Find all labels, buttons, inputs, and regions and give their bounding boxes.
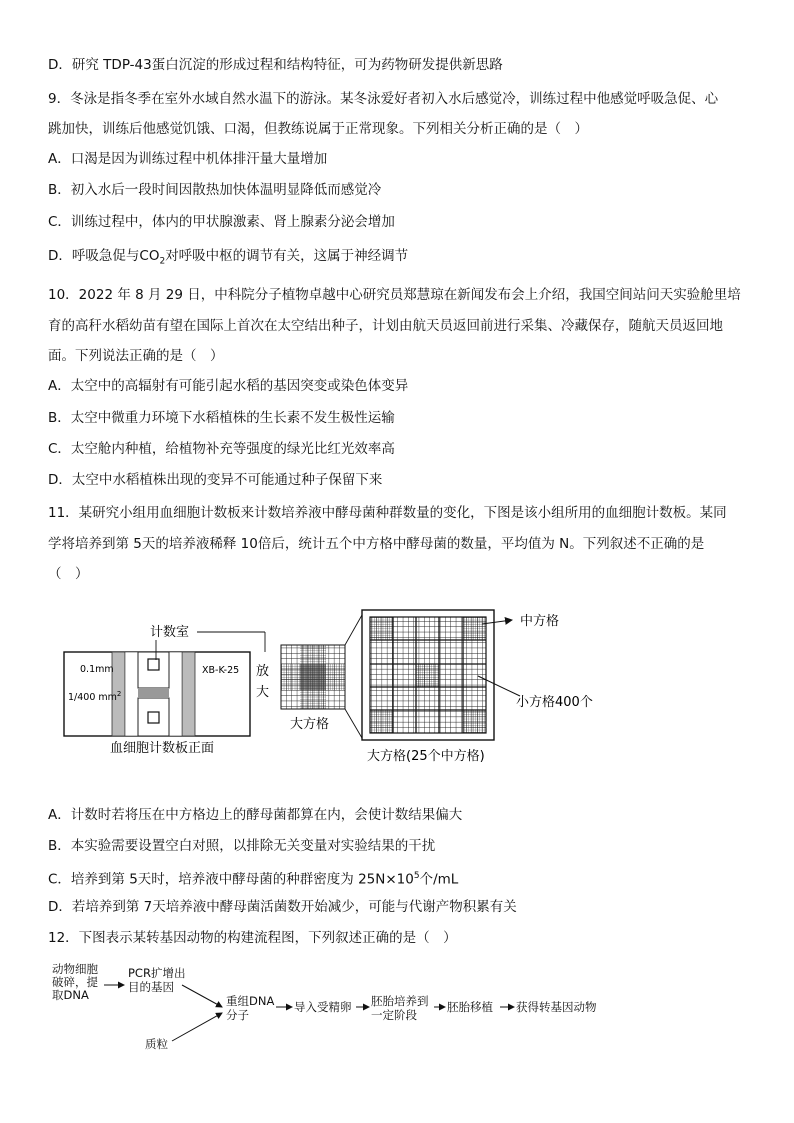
q11-stem-line2: 学将培养到第 5天的培养液稀释 10倍后，统计五个中方格中酵母菌的数量，平均值为 N。下列叙述不正确的是 <box>48 536 705 552</box>
q11-option-a: A．计数时若将压在中方格边上的酵母菌都算在内，会使计数结果偏大 <box>48 807 463 823</box>
step-result: 获得转基因动物 <box>516 1000 597 1014</box>
q9-option-d: D．呼吸急促与$CO_2$对呼吸中枢的调节有关，这属于神经调节 <box>48 248 409 267</box>
chamber-label: 计数室 <box>150 625 190 640</box>
step-inject: 导入受精卵 <box>294 1000 352 1014</box>
q10-option-a: A．太空中的高辐射有可能引起水稻的基因突变或染色体变异 <box>48 378 409 394</box>
small-square-label: 小方格400个 <box>516 695 593 710</box>
step-culture-line1: 胚胎培养到 <box>371 994 429 1008</box>
step-cell-line1: 动物细胞 <box>52 962 98 976</box>
large-square-thumbnail <box>281 645 345 709</box>
q9-option-b: B．初入水后一段时间因散热加快体温明显降低而感觉冷 <box>48 182 382 198</box>
hemocytometer-figure <box>0 600 794 775</box>
q10-option-c: C．太空舱内种植，给植物补充等强度的绿光比红光效率高 <box>48 441 395 457</box>
depth-label: 0.1mm <box>80 664 114 675</box>
large-square-caption: 大方格 <box>290 717 330 732</box>
large-square-detail-caption: 大方格(25个中方格) <box>367 749 485 764</box>
q9-stem-line1: 9．冬泳是指冬季在室外水域自然水温下的游泳。某冬泳爱好者初入水后感觉冷，训练过程中他感觉呼吸急促、心 <box>48 91 719 107</box>
q10-option-d: D．太空中水稻植株出现的变异不可能通过种子保留下来 <box>48 472 383 488</box>
q9-option-c: C．训练过程中，体内的甲状腺激素、肾上腺素分泌会增加 <box>48 214 395 230</box>
q11-stem-line1: 11．某研究小组用血细胞计数板来计数培养液中酵母菌种群数量的变化，下图是该小组所用的血细胞计数板。某同 <box>48 505 727 521</box>
q8-option-d: D．研究 TDP-43蛋白沉淀的形成过程和结构特征，可为药物研发提供新思路 <box>48 57 503 73</box>
slide-front-caption: 血细胞计数板正面 <box>110 741 215 756</box>
transgenic-flowchart <box>0 955 794 1060</box>
model-label: XB-K-25 <box>202 665 240 676</box>
magnify-label-2: 大 <box>256 685 270 700</box>
step-plasmid: 质粒 <box>145 1037 168 1051</box>
step-culture-line2: 一定阶段 <box>371 1008 417 1022</box>
step-cell-line3: 取DNA <box>52 988 89 1002</box>
medium-square-label: 中方格 <box>520 614 560 629</box>
q10-stem-line1: 10．2022 年 8 月 29 日，中科院分子植物卓越中心研究员郑慧琼在新闻发布会上介绍，我国空间站问天实验舱里培 <box>48 287 741 303</box>
q11-option-d: D．若培养到第 7天培养液中酵母菌活菌数开始减少，可能与代谢产物积累有关 <box>48 899 517 915</box>
step-pcr-line1: PCR扩增出 <box>128 966 186 980</box>
q10-option-b: B．太空中微重力环境下水稻植株的生长素不发生极性运输 <box>48 410 395 426</box>
step-pcr-line2: 目的基因 <box>128 980 174 994</box>
magnify-label-1: 放 <box>256 664 270 679</box>
step-transfer: 胚胎移植 <box>447 1000 493 1014</box>
q10-stem-line2: 育的高秆水稻幼苗有望在国际上首次在太空结出种子，计划由航天员返回前进行采集、冷藏保存，随航天员返回地 <box>48 318 723 334</box>
q11-option-c: C．培养到第 5天时，培养液中酵母菌的种群密度为 $25N\times 10^5$个/mL <box>48 871 459 888</box>
q11-stem-line3: （ ） <box>48 566 89 582</box>
q11-option-b: B．本实验需要设置空白对照，以排除无关变量对实验结果的干扰 <box>48 838 436 854</box>
q9-option-a: A．口渴是因为训练过程中机体排汗量大量增加 <box>48 151 328 167</box>
q10-stem-line3: 面。下列说法正确的是（ ） <box>48 348 224 364</box>
q12-stem: 12．下图表示某转基因动物的构建流程图，下列叙述正确的是（ ） <box>48 930 457 946</box>
step-recombinant-line1: 重组DNA <box>226 994 275 1008</box>
large-square-detail <box>362 610 494 740</box>
q9-stem-line2: 跳加快，训练后他感觉饥饿、口渴，但教练说属于正常现象。下列相关分析正确的是（ ） <box>48 121 588 137</box>
step-cell-line2: 破碎，提 <box>52 975 98 989</box>
step-recombinant-line2: 分子 <box>226 1008 249 1022</box>
area-label: 1/400 $mm^2$ <box>68 690 122 703</box>
